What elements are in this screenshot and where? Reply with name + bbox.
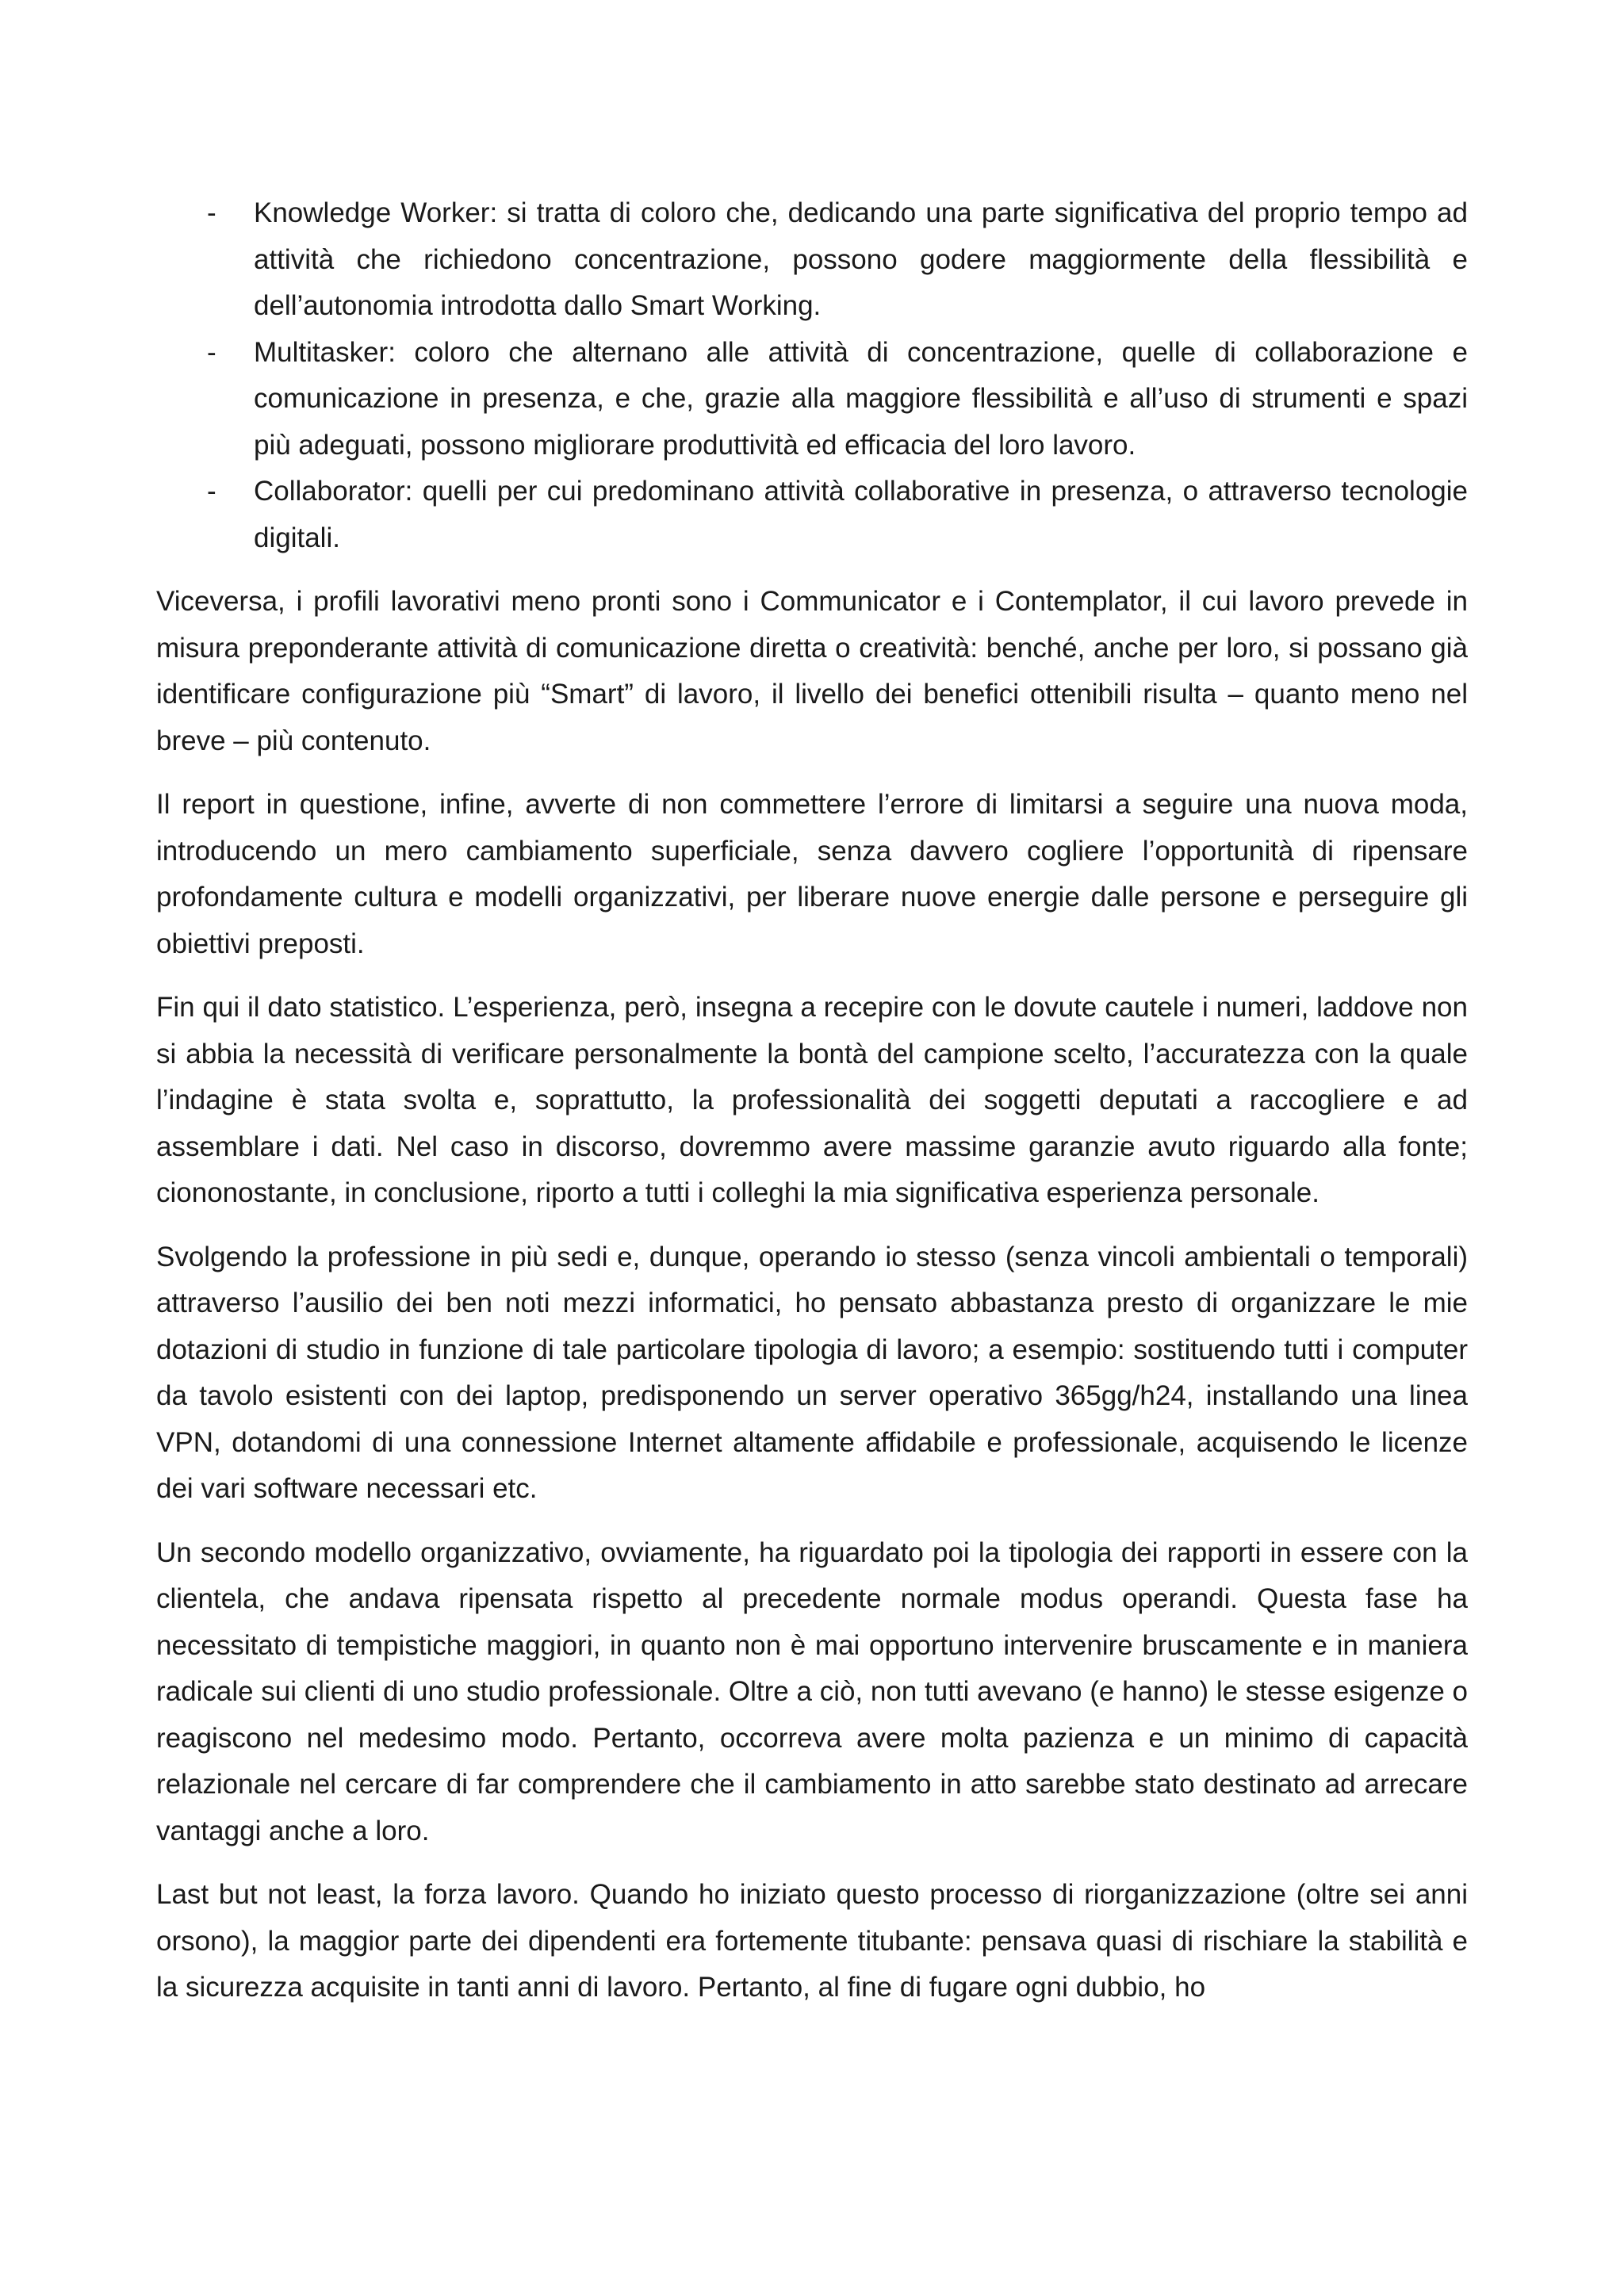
list-dash: -: [207, 476, 216, 507]
paragraph: Il report in questione, infine, avverte di non commettere l’errore di limitarsi a seguire una nuova moda, introducendo un mero cambiamento superficiale, senza davvero cogliere l’opportunità di ripensare profondamente cultura e modelli organizzativi, per liberare nuove energie dalle persone e perseguire gli obiettivi preposti.: [156, 789, 1468, 959]
list-item: [156, 330, 1468, 469]
document-body: [156, 190, 1468, 2029]
list-item: [156, 469, 1468, 561]
list-dash: -: [207, 197, 216, 228]
paragraph: Viceversa, i profili lavorativi meno pronti sono i Communicator e i Contemplator, il cui lavoro prevede in misura preponderante attività di comunicazione diretta o creatività: benché, anche per loro, si possano già identificare configurazione più “Smart” di lavoro, il livello dei benefici ottenibili risulta – quanto meno nel breve – più contenuto.: [156, 586, 1468, 756]
list-item-text: Multitasker: coloro che alternano alle attività di concentrazione, quelle di collaborazione e comunicazione in presenza, e che, grazie alla maggiore flessibilità e all’uso di strumenti e spazi più adeguati, possono migliorare produttività ed efficacia del loro lavoro.: [254, 336, 1468, 461]
paragraph: Last but not least, la forza lavoro. Quando ho iniziato questo processo di riorganizzazione (oltre sei anni orsono), la maggior parte dei dipendenti era fortemente titubante: pensava quasi di rischiare la stabilità e la sicurezza acquisite in tanti anni di lavoro. Pertanto, al fine di fugare ogni dubbio, ho: [156, 1879, 1468, 2003]
list-item-text: Knowledge Worker: si tratta di coloro che, dedicando una parte significativa del proprio tempo ad attività che richiedono concentrazione, possono godere maggiormente della flessibilità e dell’autonomia introdotta dallo Smart Working.: [254, 197, 1468, 321]
paragraph: Fin qui il dato statistico. L’esperienza, però, insegna a recepire con le dovute cautele i numeri, laddove non si abbia la necessità di verificare personalmente la bontà del campione scelto, l’accuratezza con la quale l’indagine è stata svolta e, soprattutto, la professionalità dei soggetti deputati a raccogliere e ad assemblare i dati. Nel caso in discorso, dovremmo avere massime garanzie avuto riguardo alla fonte; ciononostante, in conclusione, riporto a tutti i colleghi la mia significativa esperienza personale.: [156, 992, 1468, 1208]
worker-profile-list: [156, 190, 1468, 561]
paragraph: Un secondo modello organizzativo, ovviamente, ha riguardato poi la tipologia dei rapporti in essere con la clientela, che andava ripensata rispetto al precedente normale modus operandi. Questa fase ha necessitato di tempistiche maggiori, in quanto non è mai opportuno intervenire bruscamente e in maniera radicale sui clienti di uno studio professionale. Oltre a ciò, non tutti avevano (e hanno) le stesse esigenze o reagiscono nel medesimo modo. Pertanto, occorreva avere molta pazienza e un minimo di capacità relazionale nel cercare di far comprendere che il cambiamento in atto sarebbe stato destinato ad arrecare vantaggi anche a loro.: [156, 1536, 1468, 1846]
list-dash: -: [207, 336, 216, 368]
paragraph: Svolgendo la professione in più sedi e, dunque, operando io stesso (senza vincoli ambientali o temporali) attraverso l’ausilio dei ben noti mezzi informatici, ho pensato abbastanza presto di organizzare le mie dotazioni di studio in funzione di tale particolare tipologia di lavoro; a esempio: sostituendo tutti i computer da tavolo esistenti con dei laptop, predisponendo un server operativo 365gg/h24, installando una linea VPN, dotandomi di una connessione Internet altamente affidabile e professionale, acquisendo le licenze dei vari software necessari etc.: [156, 1241, 1468, 1504]
list-item: [156, 190, 1468, 330]
list-item-text: Collaborator: quelli per cui predominano attività collaborative in presenza, o attraverso tecnologie digitali.: [254, 476, 1468, 553]
